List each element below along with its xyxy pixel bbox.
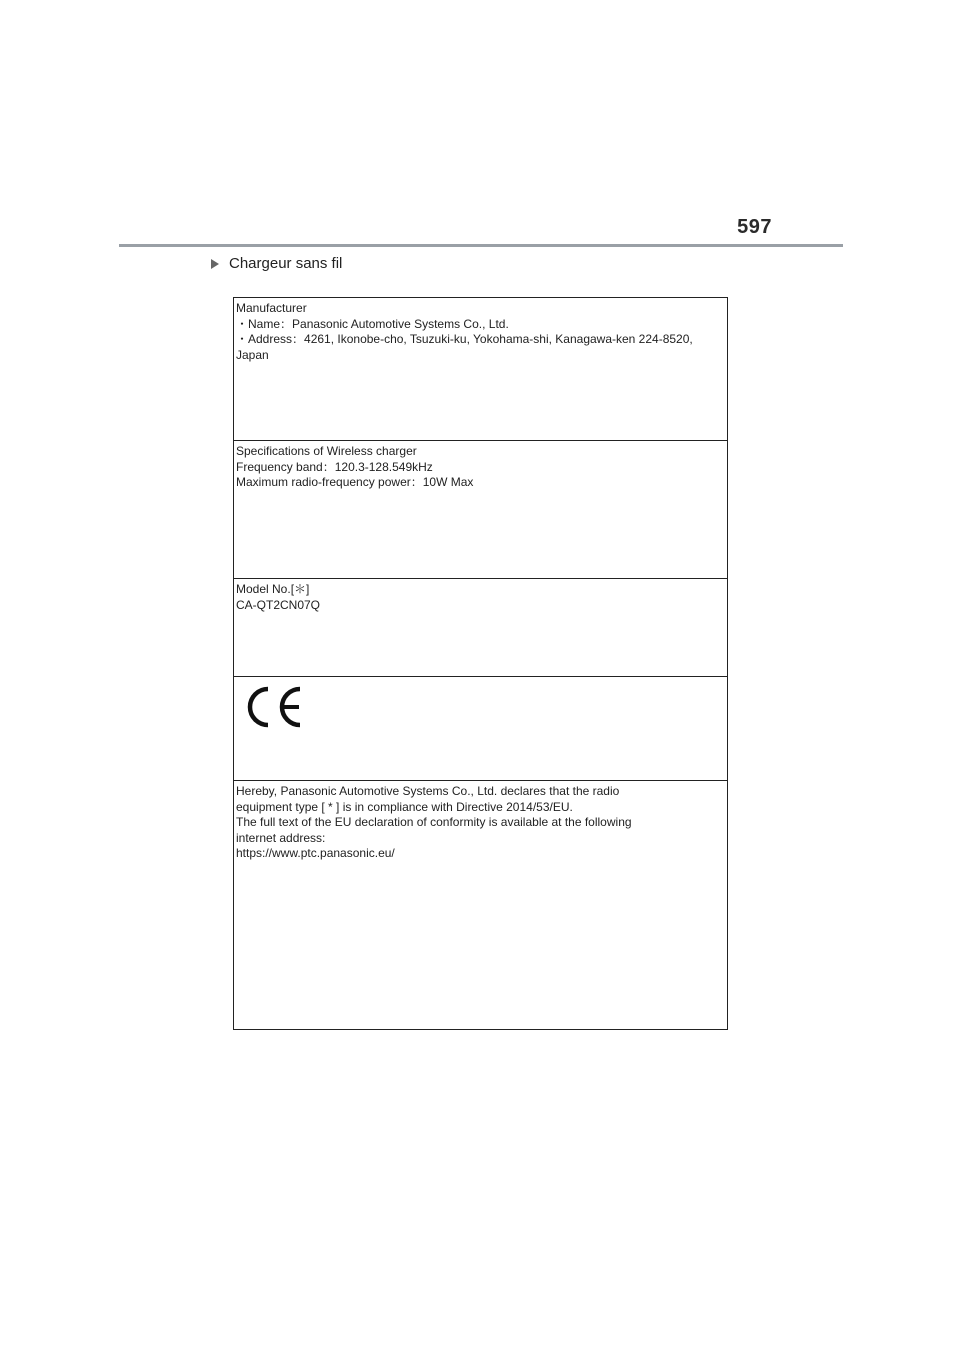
frequency-band: Frequency band：120.3-128.549kHz [236,459,433,474]
declaration-line-2: equipment type [ * ] is in compliance with Directive 2014/53/EU. [236,799,573,814]
specifications-title: Specifications of Wireless charger [236,444,417,458]
manufacturer-address: ・Address：4261, Ikonobe-cho, Tsuzuki-ku, Yokohama-shi, Kanagawa-ken 224-8520, [236,332,693,346]
section-heading [211,255,342,272]
manufacturer-title: Manufacturer [236,301,307,315]
manufacturer-name: ・Name：Panasonic Automotive Systems Co., Ltd. [236,316,509,331]
header-rule [119,244,843,247]
max-rf-power: Maximum radio-frequency power：10W Max [236,475,474,489]
regulatory-label-table [233,297,728,1030]
section-heading-text: Chargeur sans fil [229,255,343,272]
ce-mark-icon [244,685,304,729]
declaration-line-3: The full text of the EU declaration of conformity is available at the following [236,815,632,829]
ce-mark-cell [234,677,727,781]
declaration-cell [234,781,727,1029]
model-number: CA-QT2CN07Q [236,597,321,612]
triangle-right-icon [211,259,219,269]
model-cell [234,579,727,677]
model-title: Model No.[＊] [236,582,310,596]
declaration-url: https://www.ptc.panasonic.eu/ [236,846,395,860]
page-number: 597 [737,216,772,238]
declaration-line-1: Hereby, Panasonic Automotive Systems Co., Ltd. declares that the radio [236,784,620,798]
specifications-cell [234,441,727,579]
manufacturer-cell [234,298,727,441]
declaration-line-4: internet address: [236,830,326,845]
manufacturer-address-country: Japan [236,347,269,362]
